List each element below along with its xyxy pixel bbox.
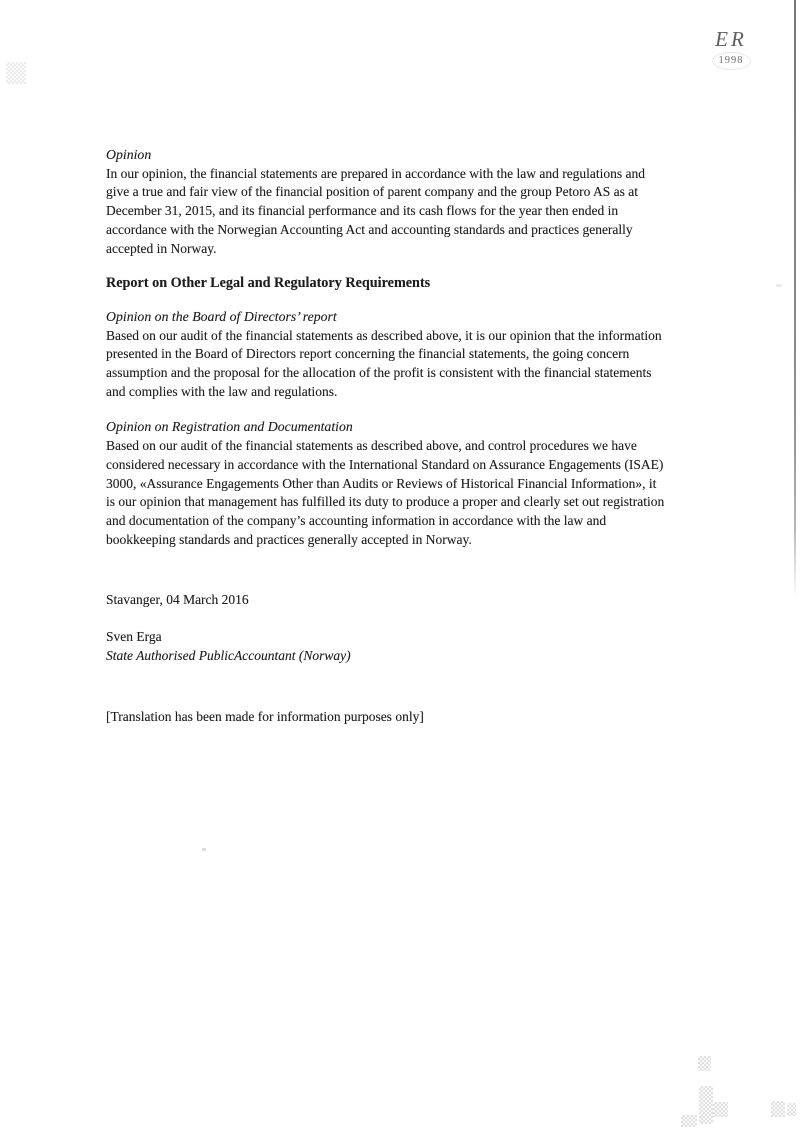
- stamp-initials: ER: [715, 27, 747, 51]
- translation-footnote: [Translation has been made for information purposes only]: [106, 709, 424, 725]
- scan-speck-artifact: [776, 284, 782, 287]
- registration-opinion-heading: Opinion on Registration and Documentation: [106, 419, 353, 435]
- scan-noise-artifact: [681, 1115, 697, 1127]
- signatory-title: State Authorised PublicAccountant (Norway): [106, 647, 351, 663]
- opinion-heading: Opinion: [106, 147, 152, 162]
- opinion-paragraph: In our opinion, the financial statements are prepared in accordance with the law and regulations and give a true and fair view of the financial position of parent company and the group Petoro AS as at December 31, 2015, and its financial performance and its cash flows for the year then ended in accordance with the Norwegian Accounting Act and accounting standards and practices generally accepted in Norway.: [106, 165, 646, 256]
- scan-noise-artifact: [787, 1103, 796, 1116]
- place-and-date: Stavanger, 04 March 2016: [106, 592, 249, 608]
- report-body: [106, 146, 746, 727]
- er-1998-stamp: [702, 28, 760, 70]
- scan-noise-artifact: [6, 62, 26, 84]
- scan-speck-artifact: [202, 848, 206, 851]
- stamp-year: 1998: [712, 52, 751, 70]
- scan-noise-artifact: [698, 1056, 711, 1071]
- scan-noise-artifact: [771, 1101, 785, 1117]
- scan-line-artifact: [794, 0, 796, 598]
- report-section-header: Report on Other Legal and Regulatory Requirements: [106, 275, 431, 292]
- board-opinion-heading: Opinion on the Board of Directors’ report: [106, 308, 337, 324]
- signatory-name: Sven Erga: [106, 629, 162, 645]
- scan-noise-artifact: [699, 1086, 713, 1124]
- scan-noise-artifact: [713, 1102, 728, 1117]
- board-opinion-paragraph: Based on our audit of the financial statements as described above, it is our opinion that the information presented in the Board of Directors report concerning the financial statements, the going concern assumption and the proposal for the allocation of the profit is consistent with the financial statements and complies with the law and regulations.: [106, 327, 662, 399]
- registration-opinion-paragraph: Based on our audit of the financial statements as described above, and control procedures we have considered necessary in accordance with the International Standard on Assurance Engagements (ISAE) 3000, «Assurance Engagements Other than Audits or Reviews of Historical Financial Information», it is our opinion that management has fulfilled its duty to produce a proper and clearly set out registration and documentation of the company’s accounting information in accordance with the law and bookkeeping standards and practices generally accepted in Norway.: [106, 438, 665, 547]
